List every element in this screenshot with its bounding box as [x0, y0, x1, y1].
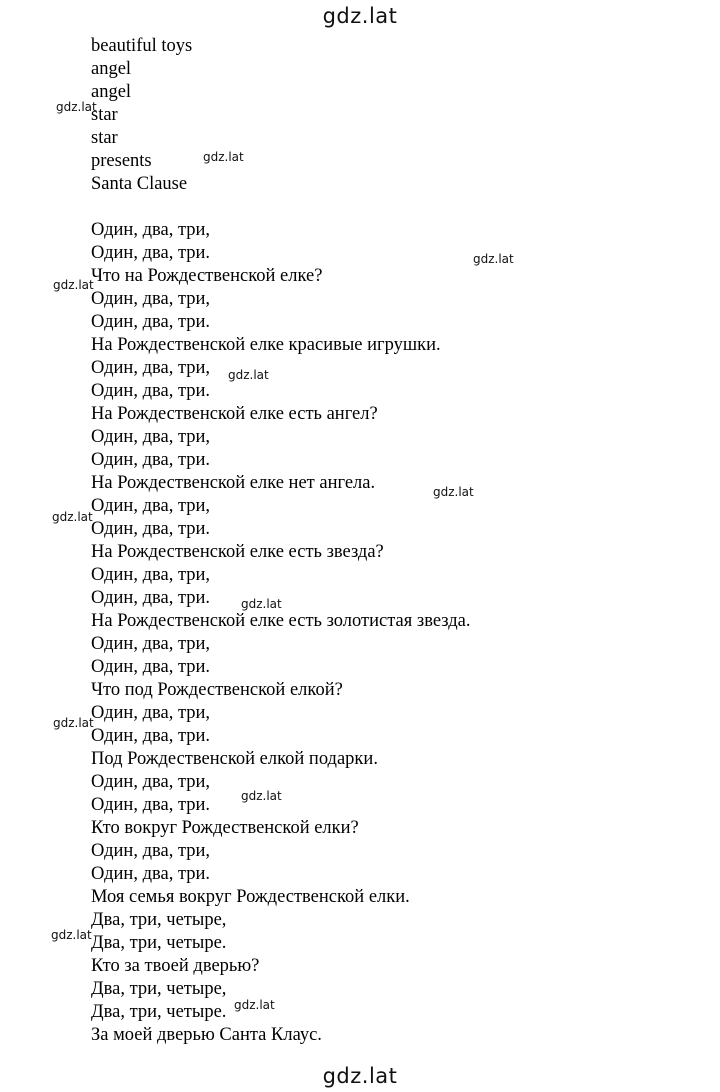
song-line: Один, два, три, [91, 565, 211, 585]
song-line: Кто за твоей дверью? [91, 956, 260, 976]
watermark-label: gdz.lat [234, 998, 275, 1012]
song-line: Один, два, три. [91, 795, 211, 815]
song-line: Один, два, три, [91, 220, 211, 240]
song-line: Что под Рождественской елкой? [91, 680, 343, 700]
watermark-label: gdz.lat [203, 150, 244, 164]
song-line: Один, два, три, [91, 772, 211, 792]
song-line: За моей дверью Санта Клаус. [91, 1025, 322, 1045]
song-line: Один, два, три. [91, 519, 211, 539]
footer-watermark: gdz.lat [322, 1064, 398, 1088]
song-line: Два, три, четыре. [91, 933, 227, 953]
watermark-label: gdz.lat [241, 597, 282, 611]
song-line: Один, два, три, [91, 841, 211, 861]
watermark-label: gdz.lat [56, 100, 97, 114]
word-list [91, 35, 651, 196]
song-line: Один, два, три. [91, 657, 211, 677]
song-line: Один, два, три. [91, 381, 211, 401]
song-text [91, 219, 651, 1047]
song-line: На Рождественской елке есть звезда? [91, 542, 384, 562]
song-line: Моя семья вокруг Рождественской елки. [91, 887, 410, 907]
song-line: Один, два, три, [91, 289, 211, 309]
song-line: Один, два, три. [91, 243, 211, 263]
section-gap [91, 196, 651, 219]
song-line: Два, три, четыре. [91, 1002, 227, 1022]
word-list-item: star [91, 128, 118, 148]
word-list-item: presents [91, 151, 152, 171]
word-list-item: beautiful toys [91, 36, 193, 56]
song-line: Один, два, три. [91, 450, 211, 470]
song-line: Два, три, четыре, [91, 979, 227, 999]
song-line: На Рождественской елке нет ангела. [91, 473, 376, 493]
song-line: Один, два, три, [91, 634, 211, 654]
song-line: Один, два, три, [91, 703, 211, 723]
word-list-item: Santa Clause [91, 174, 188, 194]
song-line: На Рождественской елке красивые игрушки. [91, 335, 441, 355]
song-line: Один, два, три. [91, 588, 211, 608]
watermark-label: gdz.lat [52, 510, 93, 524]
word-list-item: star [91, 105, 118, 125]
song-line: Что на Рождественской елке? [91, 266, 323, 286]
watermark-label: gdz.lat [53, 278, 94, 292]
header-watermark: gdz.lat [322, 4, 398, 28]
song-line: Один, два, три, [91, 358, 211, 378]
watermark-label: gdz.lat [228, 368, 269, 382]
song-line: Два, три, четыре, [91, 910, 227, 930]
song-line: На Рождественской елке есть золотистая звезда. [91, 611, 471, 631]
song-line: На Рождественской елке есть ангел? [91, 404, 378, 424]
song-line: Кто вокруг Рождественской елки? [91, 818, 359, 838]
watermark-label: gdz.lat [241, 789, 282, 803]
song-line: Один, два, три, [91, 496, 211, 516]
word-list-item: angel [91, 82, 132, 102]
song-line: Один, два, три. [91, 864, 211, 884]
song-line: Один, два, три. [91, 312, 211, 332]
song-line: Один, два, три. [91, 726, 211, 746]
watermark-label: gdz.lat [51, 928, 92, 942]
song-line: Под Рождественской елкой подарки. [91, 749, 378, 769]
watermark-label: gdz.lat [53, 716, 94, 730]
document-body [91, 35, 651, 1047]
watermark-label: gdz.lat [433, 485, 474, 499]
word-list-item: angel [91, 59, 132, 79]
watermark-label: gdz.lat [473, 252, 514, 266]
song-line: Один, два, три, [91, 427, 211, 447]
